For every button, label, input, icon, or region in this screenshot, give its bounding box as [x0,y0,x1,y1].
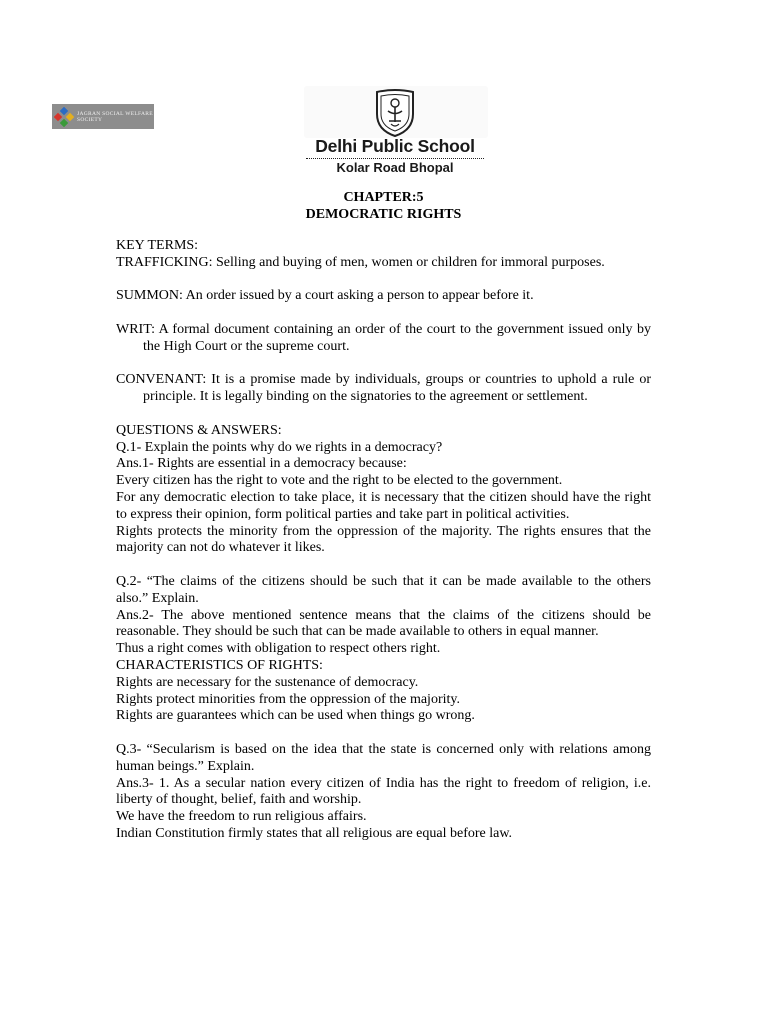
qa-heading: QUESTIONS & ANSWERS: [116,422,282,438]
school-location: Kolar Road Bhopal [336,160,454,175]
answer-1-line: Rights protects the minority from the oppression of the majority. The rights ensures that the majority can not do whatever it likes. [116,523,651,556]
characteristics-heading: CHARACTERISTICS OF RIGHTS: [116,657,323,673]
answer-3-line: Indian Constitution firmly states that all religious are equal before law. [116,825,513,841]
answer-2-line: Rights are guarantees which can be used when things go wrong. [116,708,475,724]
answer-2-intro: Ans.2- The above mentioned sentence means that the claims of the citizens should be reasonable. They should be such that can be made available to others in equal manner. [116,607,651,640]
school-crest-icon [373,88,417,138]
chapter-heading [116,189,651,223]
chapter-title: DEMOCRATIC RIGHTS [305,207,462,222]
answer-2-line: Thus a right comes with obligation to respect others right. [116,641,441,657]
question-3: Q.3- “Secularism is based on the idea that the state is concerned only with relations among human beings.” Explain. [116,741,651,774]
question-1: Q.1- Explain the points why do we rights in a democracy? [116,439,443,455]
chapter-number: CHAPTER:5 [343,190,424,205]
key-term-trafficking: TRAFFICKING: Selling and buying of men, women or children for immoral purposes. [116,254,605,270]
answer-1-intro: Ans.1- Rights are essential in a democracy because: [116,456,407,472]
answer-3-intro: Ans.3- 1. As a secular nation every citizen of India has the right to freedom of religion, i.e. liberty of thought, belief, faith and worship. [116,775,651,808]
jagran-society-logo [52,104,154,129]
key-terms-heading: KEY TERMS: [116,238,199,253]
question-2: Q.2- “The claims of the citizens should be such that it can be made available to the others also.” Explain. [116,573,651,606]
answer-1-line: Every citizen has the right to vote and the right to be elected to the government. [116,473,563,489]
school-name: Delhi Public School [315,136,475,156]
divider [306,158,484,159]
key-term-convenant: CONVENANT: It is a promise made by individuals, groups or countries to uphold a rule or principle. It is legally binding on the signatories to the agreement or settlement. [116,372,651,405]
answer-2-line: Rights are necessary for the sustenance of democracy. [116,674,419,690]
key-term-summon: SUMMON: An order issued by a court asking a person to appear before it. [116,288,534,304]
document-body [116,238,651,843]
key-term-writ: WRIT: A formal document containing an order of the court to the government issued only by the High Court or the supreme court. [116,321,651,354]
answer-3-line: We have the freedom to run religious affairs. [116,809,367,825]
school-logo-block [298,86,492,176]
jagran-logo-text: JAGRAN SOCIAL WELFARE SOCIETY [77,110,153,123]
answer-1-line: For any democratic election to take place, it is necessary that the citizen should have the right to express their opinion, form political parties and take part in political activities. [116,489,651,522]
jagran-emblem-icon [54,107,74,127]
answer-2-line: Rights protect minorities from the oppression of the majority. [116,691,460,707]
